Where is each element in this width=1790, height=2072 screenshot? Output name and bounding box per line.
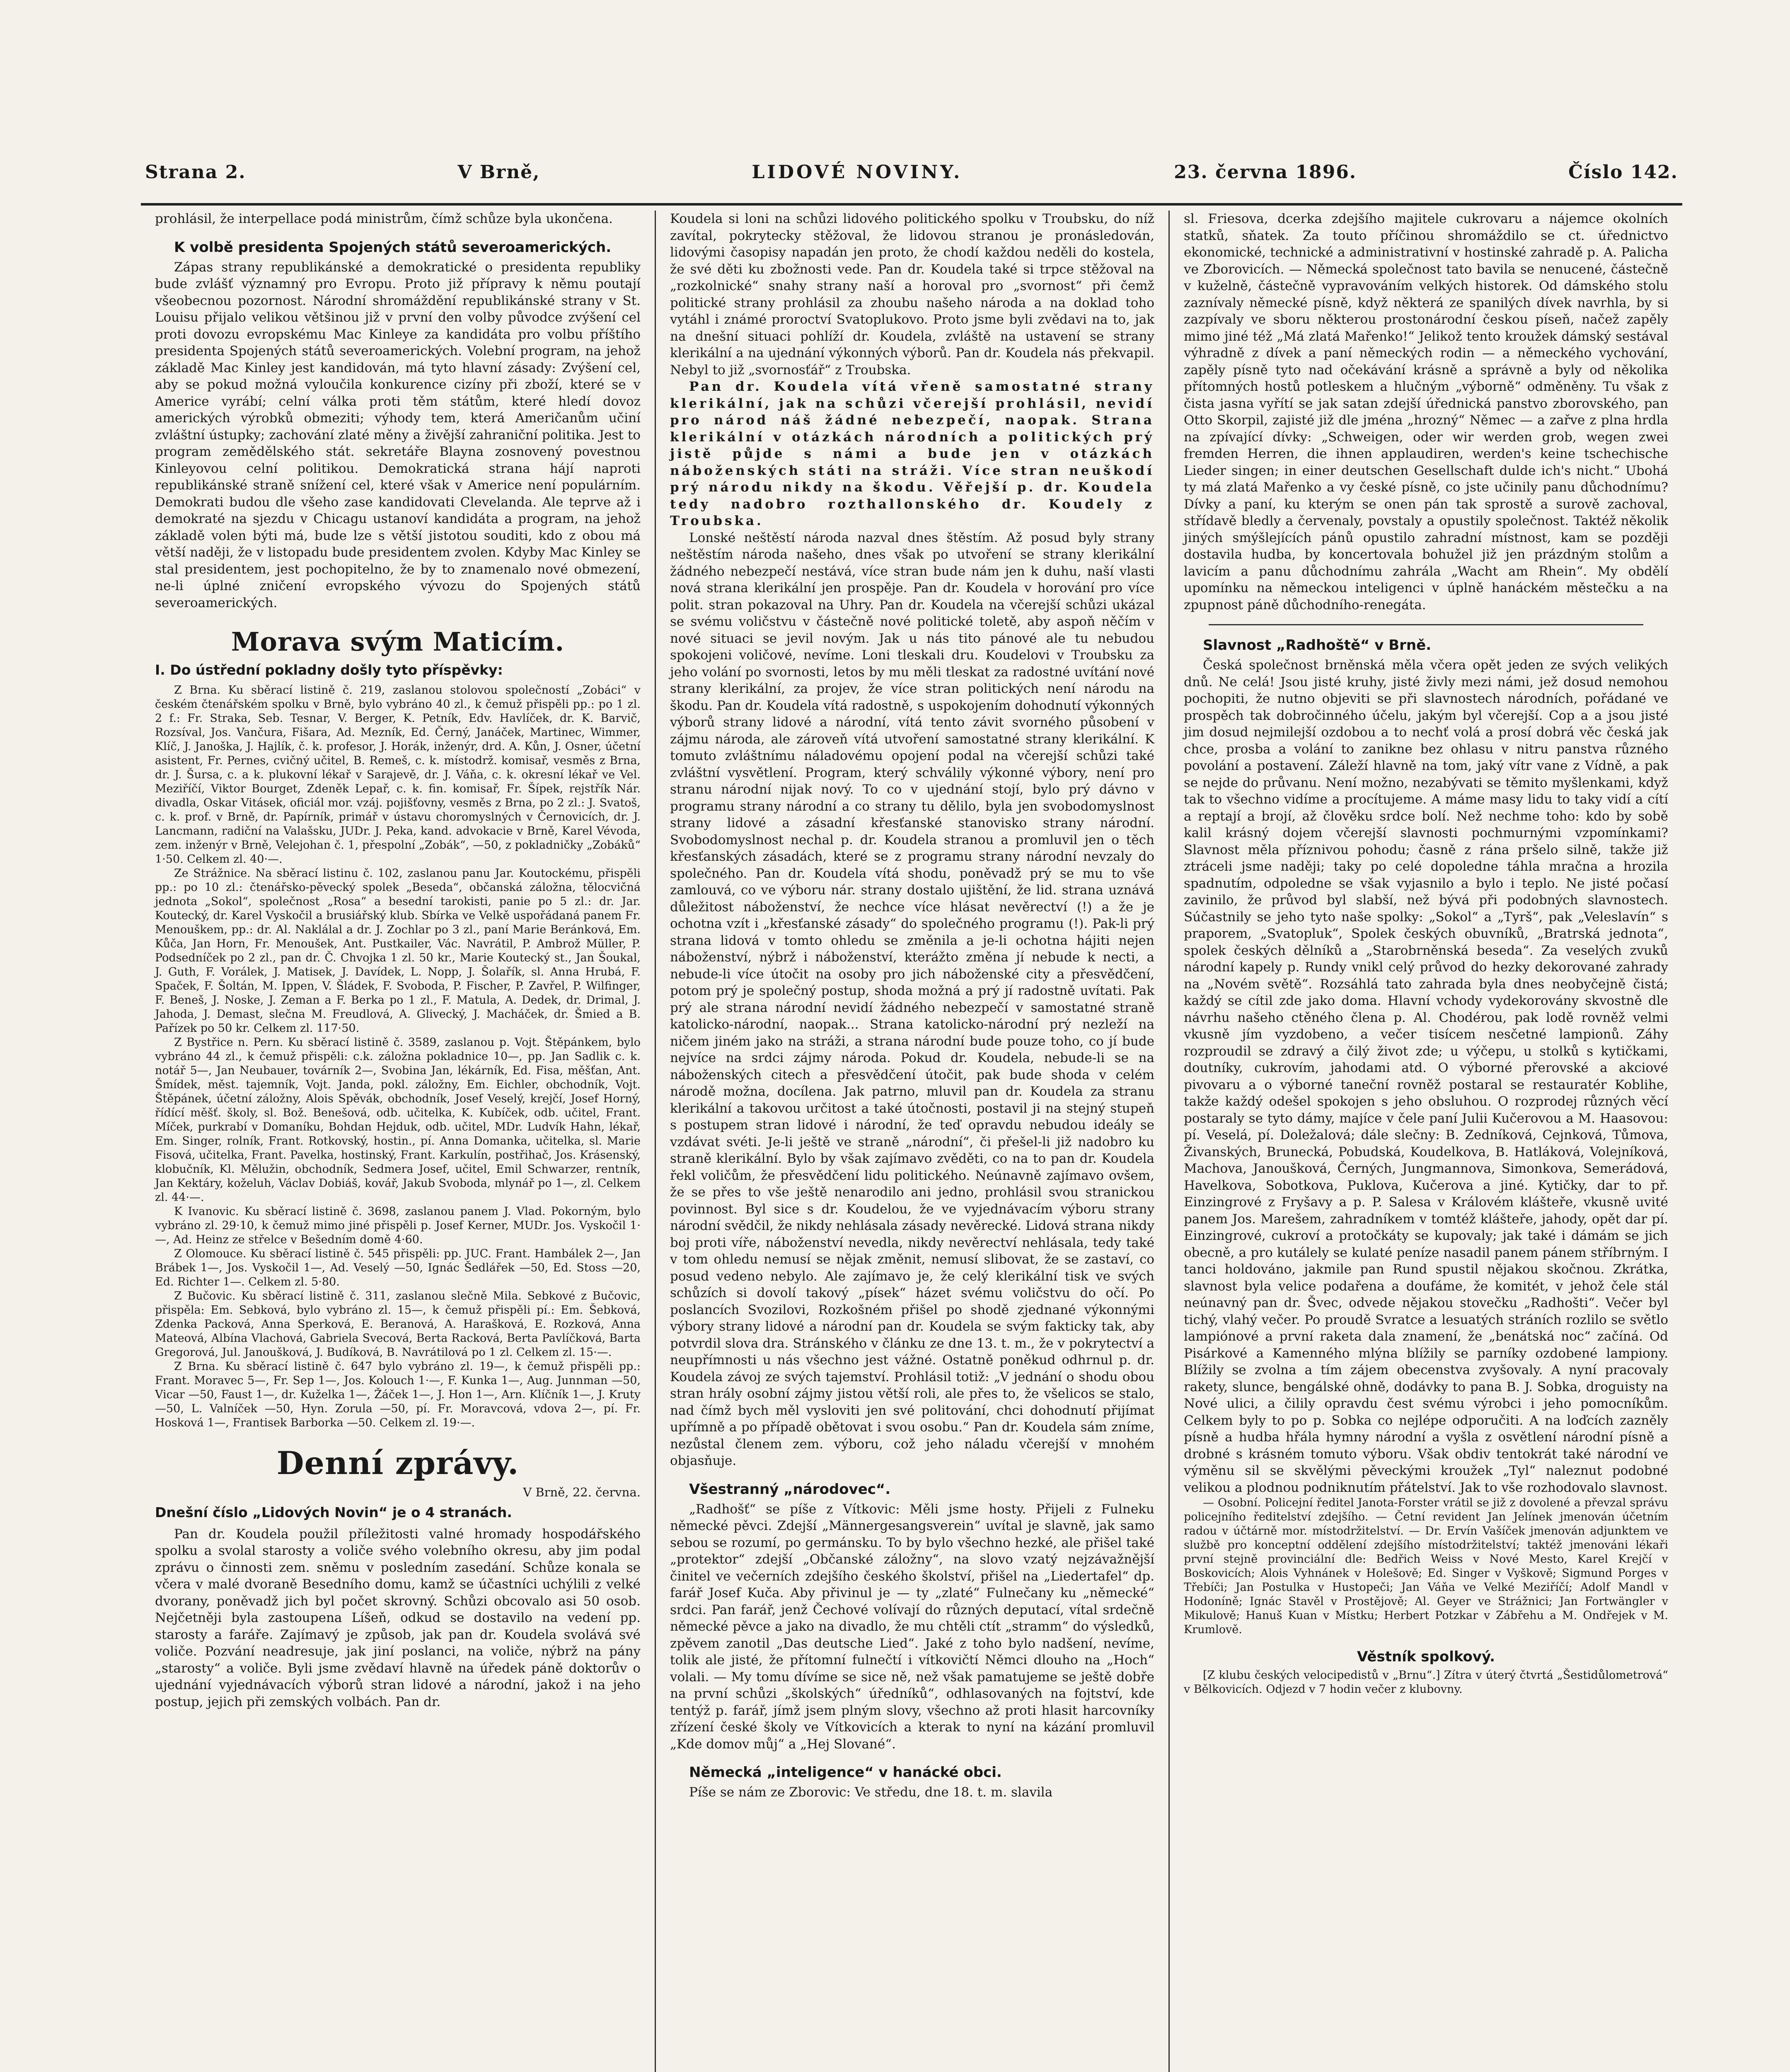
club-news [1184, 1668, 1668, 1697]
article-koudela-cont-2: Lonské neštěstí národa nazval dnes štěstím. Až posud byly strany neštěstím národa našeho, dnes však po utvoření se strany klerikální žádného nebezpečí nestává, více stran bude nám jen k duhu, naší vlasti nová strana klerikální jen prospěje. Pan dr. Koudela v horování pro více polit. stran pokazoval na Uhry. Pan dr. Koudela na včerejší schůzi ukázal se svému voličstvu v částečně nové politické toletě, aby aspoň něčím v nové situaci se jevil novým. Jak u nás tito pánové ale tu nebudou spokojeni voličové, nevíme. Loni tleskali dru. Koudelovi v Troubsku za jeho volání po svornosti, letos by mu měli tleskat za radostné uvítání nové strany klerikální, za projev, že více stran politických není národu na škodu. Pan dr. Koudela vítá radostně, s uspokojením dohodnutí výkonných výborů strany lidové a národní, vítá tento závit svorného působení v zájmu národa, ale zároveň vítá utvoření samostatné strany klerikální. K tomuto zvláštnímu náladovému opojení podal na včerejší schůzi také zvláštní vysvětlení. Program, který schválily výkonné výbory, není pro stranu národní nijak nový. To co v ujednání stojí, bylo prý dávno v programu strany národní a co strany tu dělilo, byla jen svobodomyslnost strany lidové a zásadní křesťanské stanovisko strany národní. Svobodomyslnost nechal p. dr. Koudela stranou a promluvil jen o těch křesťanských zásadách, které se z programu strany národní nevzaly do společného. Pan dr. Koudela vítá shodu, poněvadž prý se mu to vše zamlouvá, co ve výboru nár. strany dostalo ujištění, že lid. strana uznává důležitost náboženství, že nechce více hlásat nevěrectví (!) a že je ochotna vzít i „křesťanské zásady“ do společného programu (!). Pak-li prý strana lidová v tomto ohledu se změnila a je-li ochotna hájiti nejen náboženství, nýbrž i náboženství, kterážto změna jí nebude k necti, a nebude-li více útočit na osoby pro jich náboženské city a přesvědčení, potom prý je společný postup, shoda možná a prý jí radostně uvítati. Pak prý ale strana národní nevidí žádného nebezpečí v samostatné straně katolicko-národní, naopak... Strana katolicko-národní prý nezleží na ničem jiném jako na stráži, a strana národní bude pouze toho, co jí bude nejvíce na srdci zájmy národa. Pokud dr. Koudela, nebude-li se na náboženských citech a přesvědčení útočit, pak bude shoda v celém národě možna, docílena. Jak patrno, mluvil pan dr. Koudela za stranu klerikální a takovou určitost a také útočnosti, postavil ji na stejný stupeň s postupem stran lidové i národní, že teď opravdu nebudou ideály se vzdávat svéti. Je-li ještě ve straně „národní“, či přešel-li již nadobro ku straně klerikální. Bylo by však zajímavo zvěděti, co na to pan dr. Koudela řekl voličům, že přesvědčení lidu politického. Neúnavně zajímavo ovšem, že se přes to vše ještě nenarodilo ani jedno, prohlásil svou stranickou povinnost. Byl sice s dr. Koudelou, že ve vyjednávacím výboru strany národní svědčil, že nikdy nehlásala zásady nevěrecké. Lidová strana nikdy boj proti víře, náboženství nevedla, nikdy nevěrectví nehlásala, tedy také v tom ohledu nemusí se nějak změnit, nemusí slibovat, že se zastaví, co posud vedeno nebylo. Ale zajímavo je, že celý klerikální tisk ve svých schůzích si dovolí takový „písek“ házet svému voličstvu do očí. Po poslancích Svozilovi, Rozkošném přišel po shodě zjednané výkonnými výbory strany lidové a národní pan dr. Koudela se svým fakticky tak, aby potvrdil slova dra. Stránského v článku ze dne 13. t. m., že v pokrytectví a neupřímnosti u nás všechno jest vážné. Ostatně poněkud odhrnul p. dr. Koudela závoj ze svých tajemství. Prohlásil totiž: „V jednání o shodu obou stran hrály osobní zájmy jistou větší roli, ale přes to, že všelicos se stalo, nad čímž bych měl vysloviti jen své politování, chci dohodnutí přijímat upřímně a po případě obětovat i svou osobu.“ Pan dr. Koudela sám zníme, nezůstal členem zem. výboru, což jeho náladu včerejší v mnohém objasňuje. [670, 530, 1154, 1468]
article-koudela-spaced: Pan dr. Koudela vítá vřeně samostatné strany klerikální, jak na schůzi včerejší prohlásil, nevidí pro národ náš žádné nebezpečí, naopak. Strana klerikální v otázkách národních a politických prý jistě půjde s námi a bude jen v otázkách náboženských státi na stráži. Více stran neuškodí prý národu nikdy na škodu. Věřejší p. dr. Koudela tedy nadobro rozthallonského dr. Koudely z Troubska. [670, 379, 1154, 528]
heading-radhost: Slavnost „Radhoště“ v Brně. [1203, 637, 1432, 654]
article-narodovec: „Radhošť“ se píše z Vítkovic: Měli jsme hosty. Přijeli z Fulneku německé pěvci. Zdejší „Männergesangsverein“ uvítal je slavně, jak samo sebou se rozumí, po germánsku. To by bylo všechno hezké, ale přišel také „protektor“ zdejší „Občanské záložny“, na slovo vzatý nejzávažnější činitel ve večerních zdejšího českého školství, přišel na „Liedertafel“ dp. farář Josef Kuča. Aby přivinul je — ty „zlaté“ Fulnečany ku „německé“ srdci. Pan farář, jenž Čechové volívají do různých deputací, vítal srdečně německé pěvce a jako na divadlo, že mu chtěli ctít „stramm“ do výsledků, zpěvem zanotil „Das deutsche Lied“. Jaké z toho bylo nadšení, nevíme, tolik ale jisté, že přítomní fulnečtí i vítkovičtí Němci dlouho na „Hoch“ volali. — My tomu dívíme se sice ně, než však pamatujeme se ještě dobře na první schůzi „školských“ úředníků“, odhlasovaných na fojtství, kde tentýž p. farář, jímž jsem plným slovy, všechno až proti hlasit harcovníky zřízení české školy ve Vítkovicích a kterak to nyní na kázání promluvil „Kde domov můj“ a „Hej Slované“. [670, 1501, 1154, 1752]
city-label: V Brně, [457, 162, 540, 183]
columns [141, 211, 1682, 2072]
column-1 [141, 211, 655, 2072]
article-continuation: prohlásil, že interpellace podá ministrům, čímž schůze byla ukončena. [155, 211, 613, 226]
article-koudela-cont: Koudela si loni na schůzi lidového politického spolku v Troubsku, do níž zavítal, pokrytecky stěžoval, že lidovou stranou je pronásledován, lidovými časopisy napadán jen proto, že chodí každou neděli do kostela, že své děti ku zbožnosti vede. Pan dr. Koudela také si trpce stěžoval na „rozkolnické“ snahy strany naší a horoval pro „svornost“ při čemž politické strany prohlásil za zhoubu našeho národa a na doklad toho vytáhl i známé proroctví Svatoplukovo. Proto jsme byli zvědavi na to, jak na dnešní situaci pohlíží dr. Koudela, zvláště na ustavení se strany klerikální a na ujednání výkonných výborů. Pan dr. Koudela nás překvapil. Nebyl to již „svornosťář“ z Troubska. [670, 211, 1154, 378]
article-inteligence: Píše se nám ze Zborovic: Ve středu, dne 18. t. m. slavila [689, 1785, 1053, 1800]
issue-date: 23. června 1896. [1174, 162, 1357, 183]
contribution-straznice: Ze Strážnice. Na sběrací listinu č. 102, zaslanou panu Jar. Koutockému, přispěli pp.: po 10 zl.: čtenářsko-pěvecký spolek „Beseda“, občanská záložna, tělocvičná jednota „Sokol“, společnost „Rosa“ a besední tarokisti, panie po 5 zl.: dr. Jar. Koutecký, dr. Karel Vyskočil a brusiářský klub. Sbírka ve Velkě uspořádaná panem Fr. Menouškem, pp.: dr. Al. Naklálal a dr. J. Zochlar po 3 zl., paní Marie Beránková, Em. Kůča, Jan Horn, Fr. Menoušek, Ant. Pustkailer, Vác. Navrátil, P. Ambrož Müller, P. Podsedníček po 2 zl., pan dr. Č. Chvojka 1 zl. 50 kr., Marie Koutecký st., Jan Šoukal, J. Guth, F. Vorálek, J. Matisek, J. Davídek, L. Nopp, J. Šolařík, sl. Anna Hrubá, F. Spaček, F. Šoltán, M. Ippen, V. Šládek, F. Svoboda, P. Fischer, P. Zavřel, P. Wilfinger, F. Beneš, J. Noske, J. Zeman a F. Berka po 1 zl., F. Matula, A. Dedek, dr. Drimal, J. Jahoda, J. Demast, slečna M. Freudlová, A. Glivecký, J. Macháček, dr. Šmied a B. Pařízek po 50 kr. Celkem zl. 117·50. [155, 867, 641, 1035]
page-label: Strana 2. [145, 162, 246, 183]
contribution-ivanovice: K Ivanovic. Ku sběrací listině č. 3698, zaslanou panem J. Vlad. Pokorným, bylo vybráno zl. 29·10, k čemuž mimo jiné přispěli p. Josef Kerner, MUDr. Jos. Vyskočil 1·—, Ad. Heinz ze střelce v Bešedním domě 4·60. [155, 1205, 641, 1246]
heading-contributions: I. Do ústřední pokladny došly tyto příspěvky: [155, 662, 503, 678]
newspaper-title: LIDOVÉ NOVINY. [752, 162, 963, 183]
heading-vestnik: Věstník spolkový. [1357, 1648, 1495, 1665]
article-vestnik: [Z klubu českých velocipedistů v „Brnu“.] Zítra v úterý čtvrtá „Šestidůlometrová“ v Bělkovicích. Odjezd v 7 hodin večer z klubovny. [1184, 1669, 1668, 1696]
personal-news [1184, 1496, 1668, 1637]
newspaper-page [141, 162, 1682, 2072]
contribution-brno-2: Z Brna. Ku sběrací listině č. 647 bylo vybráno zl. 19—, k čemuž přispěli pp.: Frant. Moravec 5—, Fr. Sep 1—, Jos. Kolouch 1·—, F. Kunka 1—, Aug. Junnman —50, Vicar —50, Faust 1—, dr. Kuželka 1—, Žáček 1—, J. Hon 1—, Arn. Klíčník 1—, J. Kruty —50, L. Valníček —50, Hyn. Zorula —50, pí. Fr. Moravcová, vdova 2—, pí. Fr. Hosková 1—, Frantisek Barborka —50. Celkem zl. 19·—. [155, 1360, 641, 1429]
article-osobni: — Osobní. Policejní ředitel Janota-Forster vrátil se již z dovolené a převzal správu policejního ředitelství zdejšího. — Četní revident Jan Jelínek jmenován účetním radou v účtárně mor. místodržitelství. — Dr. Ervín Vašíček jmenován adjunktem ve službě pro konceptní oddělení zdejšího místodržitelství; taktéž jmenováni lékaři první stejně provinciální dle: Bedřich Weiss v Nové Mesto, Karel Krejčí v Boskovicích; Alois Vyhnánek v Holešově; Ed. Singer v Vyškově; Sigmund Porges v Třebíči; Jan Postulka v Hustopeči; Jan Váňa ve Velké Meziříčí; Adolf Mandl v Hodoníně; Ignác Stavěl v Prostějově; Al. Geyer ve Strážnici; Jan Fortwängler v Mikulově; Hanuš Kuan v Místku; Herbert Potzkar v Zábřehu a M. Ondřejek v M. Krumlově. [1184, 1496, 1668, 1636]
contributions-list [155, 683, 641, 1430]
banner-denni-zpravy: Denní zprávy. [276, 1445, 519, 1481]
heading-narodovec: Všestranný „národovec“. [689, 1481, 891, 1498]
heading-four-pages: Dnešní číslo „Lidových Novin“ je o 4 stranách. [155, 1504, 512, 1520]
article-president-election: Zápas strany republikánské a demokratické o presidenta republiky bude zvlášť významný pro Evropu. Proto již přípravy k němu poutají všeobecnou pozornost. Národní shromáždění republikánské strany v St. Louisu přijalo velikou většinou již v první den volby původce zvýšení cel proti dovozu evropskému Mac Kinleye za kandidáta pro volbu příštího presidenta Spojených států severoamerických. Volební program, na jehož základě Mac Kinley jest kandidován, má tyto hlavní zásady: Zvýšení cel, aby se pokud možná vyloučila konkurence cizíny při zboží, které se v Americe vyrábí; celní válka proti těm státům, které hledí dovoz amerických výrobků obmeziti; výhody tem, která Američanům učiní zvláštní ústupky; zachování zlaté měny a živější zahraniční politika. Jest to program zemědělského stát. sekretáře Blayna zosnovený povestnou Kinleyovou celní politikou. Demokratická strana hájí naproti republikánské straně snížení cel, které však v Americe není populárním. Demokrati budou dle všeho zase kandidovati Clevelanda. Ale teprve až i demokraté na sjezdu v Chicagu ustanoví kandidáta a program, na jehož základě volen býti má, bude lze s větší jistotou souditi, kdo z obou má větší naději, že v listopadu bude presidentem zvolen. Kdyby Mac Kinley se stal presidentem, jest pochopitelno, že by to znamenalo nové obmezení, ne-li úplné zničení evropského vývozu do Spojených států severoamerických. [155, 259, 641, 610]
article-koudela: Pan dr. Koudela použil příležitosti valné hromady hospodářského spolku a svolal starosty a voliče svého volebního okresu, aby jim podal zprávu o činnosti zem. sněmu v posledním zasedání. Schůze konala se včera v malé dvoraně Besedního domu, kamž se účastníci uchýlili z velké dvorany, poněvadž jich byl počet skrovný. Schůzi obcovalo asi 50 osob. Nejčetněji byla zastoupena Líšeň, odkud se dostavilo na vedení pp. starosty a faráře. Zajímavý je způsob, jak pan dr. Koudela svolává své voliče. Pozvání neadresuje, jak jiní poslanci, na voliče, nýbrž na pány „starosty“ a voliče. Byli jsme zvědaví hlavně na úředek páně doktorův o ujednání vyjednávacích výborů stran lidové a národní, jakož i na jeho postup, jejich při zemských volbách. Pan dr. [155, 1526, 641, 1709]
contribution-bucovice: Z Bučovic. Ku sběrací listině č. 311, zaslanou slečně Mila. Sebkové z Bučovic, přispěla: Em. Sebková, bylo vybráno zl. 15—, k čemuž přispěli pí.: Em. Šebková, Zdenka Packová, Anna Sperková, E. Beranová, A. Harašková, E. Rozková, Anna Mateová, Albína Vlachová, Gabriela Svecová, Berta Racková, Berta Pavlíčková, Barta Gregorová, Jul. Janoušková, J. Budíková, B. Navrátilová po 1 zl. Celkem zl. 15·—. [155, 1290, 641, 1359]
contribution-brno: Z Brna. Ku sběrací listině č. 219, zaslanou stolovou společností „Zobáci“ v českém čtenářském spolku v Brně, bylo vybráno 40 zl., k čemuž přispěli pp.: po 1 zl. 2 f.: Fr. Straka, Seb. Tesnar, V. Berger, K. Petník, Edv. Havlíček, dr. K. Barvič, Rozsíval, Jos. Vančura, Fišara, Ad. Mezník, Ed. Černý, Janáček, Martinec, Wimmer, Klíč, J. Janoška, J. Hajlík, č. k. profesor, J. Horák, inženýr, drd. A. Kůn, J. Osner, účetní asistent, Fr. Pernes, cvičný učitel, B. Remeš, c. k. místodrž. komisař, vesměs z Brna, dr. J. Šursa, c. a k. plukovní lékař v Sarajevě, dr. J. Váňa, c. k. okresní lékař ve Vel. Meziříčí, Viktor Bourget, Zdeněk Lepař, c. k. fin. komisař, Fr. Šípek, rejstřík Nár. divadla, Oskar Vitásek, oficiál mor. vzáj. pojišťovny, vesměs z Brna, po 2 zl.: J. Svatoš, c. k. prof. v Brně, dr. Papírník, primář v ústavu choromyslných v Černovicích, dr. J. Lancmann, radiční na Valašsku, JUDr. J. Peka, kand. advokacie v Brně, Karel Vévoda, zem. inženýr v Brně, Velejohan č. 1, přespolní „Zobák“, —50, z pokladničky „Zobáků“ 1·50. Celkem zl. 40·—. [155, 684, 641, 866]
column-3 [1168, 211, 1682, 2072]
banner-morava: Morava svým Maticím. [231, 627, 565, 657]
article-inteligence-cont: sl. Friesova, dcerka zdejšího majitele cukrovaru a nájemce okolních statků, sňatek. Za touto příčinou shromáždilo se ct. úřednictvo ekonomické, technické a administrativní v hostinské zahradě p. A. Palicha ve Zborovicích. — Německá společnost tato bavila se nenucené, částečně v kuželně, částečně vypravováním velkých historek. Od dámského stolu zaznívaly německé písně, když některá ze spanilých dívek navrhla, by si zazpívaly ve sboru některou prostonárodní českou píseň, načež zapěly mimo jiné též „Má zlatá Mařenko!“ Jelikož tento kroužek dámský sestával výhradně z dívek a paní německých rodin — a německého vychování, zapěly písně tyto nad očekávání krásně a správně a byly od několika přítomných hostů potleskem a hlučným „výborně“ odměněny. Tu však z čista jasna vyřítí se jak satan zdejší úřednická panstvo zborovského, pan Otto Skorpil, zajisté již dle jména „hrozný“ Němec — a zařve z plna hrdla na zpívající dívky: „Schweigen, oder wir werden grob, wegen zwei fremden Herren, die ihnen applaudiren, werden's keine tschechische Lieder singen; in einer deutschen Gesellschaft dulde ich's nicht.“ Ubohá ty má zlatá Mařenko a vy české písně, co jste učinily panu důchodnímu? Dívky a paní, ku kterým se onen pán tak sprostě a surově zachoval, střídavě bledly a červenaly, povstaly a opustily společnost. Taktéž několik jiných smýšlejících pánů opustilo zahradní místnost, kam se později dostavila hudba, by koncertovala bohužel již jen prázdným stolům a lavicím a panu důchodnímu zahrála „Wacht am Rhein“. My obdělí upomínku na německou inteligenci v úplně hanáckém městečku a na zpupnost páně důchodního-renegáta. [1184, 211, 1668, 612]
contribution-olomouc: Z Olomouce. Ku sběrací listině č. 545 přispěli: pp. JUC. Frant. Hambálek 2—, Jan Brábek 1—, Jos. Vyskočil 1—, Ad. Veselý —50, Ignác Šedlářek —50, Ed. Stoss —20, Ed. Richter 1—. Celkem zl. 5·80. [155, 1247, 641, 1288]
column-2 [655, 211, 1168, 2072]
dateline: V Brně, 22. června. [523, 1485, 641, 1499]
contribution-bystrice: Z Bystřice n. Pern. Ku sběrací listině č. 3589, zaslanou p. Vojt. Štěpánkem, bylo vybráno 44 zl., k čemuž přispěli: c.k. záložna pokladnice 10—, pp. Jan Sadlik c. k. notář 5—, Jan Neubauer, továrník 2—, Svobina Jan, lékárník, Ed. Fisa, měšťan, Ant. Šmídek, měst. tajemník, Vojt. Janda, pokl. záložny, Em. Eichler, obchodník, Vojt. Štěpánek, účetní záložny, Alois Spěvák, obchodník, Josef Veselý, krejčí, Josef Horný, řídící měšť. školy, sl. Bož. Benešová, odb. učitelka, K. Kubíček, odb. učitel, Frant. Míček, purkrabí v Domaníku, Bohdan Hejduk, odb. učitel, MDr. Ludvík Hahn, lékař, Em. Singer, rolník, Frant. Rotkovský, hostin., pí. Anna Domanka, učitelka, sl. Marie Fisová, učitelka, Frant. Pavelka, hostinský, Frant. Karkulín, postřihač, Jos. Krásenský, klobučník, Kl. Mělužin, obchodník, Sedmera Josef, učitel, Emil Schwarzer, rentník, Jan Kektáry, koželuh, Václav Dobiáš, kovář, Jakub Svoboda, mlynář po 1—, zl. Celkem zl. 44·—. [155, 1036, 641, 1204]
divider [1209, 624, 1643, 625]
heading-president-election: K volbě presidenta Spojených států severoamerických. [174, 239, 612, 256]
heading-inteligence: Německá „inteligence“ v hanácké obci. [689, 1764, 1002, 1781]
masthead [141, 162, 1682, 206]
issue-number: Číslo 142. [1568, 162, 1678, 183]
article-radhost: Česká společnost brněnská měla včera opět jeden ze svých velikých dnů. Ne celá! Jsou jisté kruhy, jisté živly mezi námi, jež dosud nemohou pochopiti, že nutno objeviti se při slavnostech národních, pořádané ve prospěch tak dobročinného účelu, jakým byl včerejší. Cop a a jsou jisté jim dosud nejmilejší ozdobou a to nechť volá a prosí dobrá věc česká jak chce, prosba a volání to zanikne bez ohlasu v nitru panstva různého povolání a postavení. Záleží hlavně na tom, jaký vítr vane z Vídně, a pak se nejde do průvanu. Není možno, nezabývati se těmito myšlenkami, když tak to všechno vidíme a procítujeme. A máme masy lidu to taky vidí a cítí a reptají a brojí, až člověku srdce bolí. Než nechme toho: kdo by sobě kalil krásný dojem včerejší slavnosti pochmurnými vzpomínkami? Slavnost měla příznivou pohodu; časně z rána pršelo silně, takže již ztráceli jsme naději; taky po celé dopoledne táhla mračna a hrozila spadnutím, odpoledne se však vyjasnilo a bylo i teplo. Ne jisté počasí zavinilo, že průvod byl slabší, než bývá při podobných slavnostech. Súčastnily se jeho tyto naše spolky: „Sokol“ a „Tyrš“, pak „Veleslavín“ s praporem, „Svatopluk“, Spolek českých obuvníků, „Bratrská jednota“, spolek českých dělníků a „Starobrněnská beseda“. Za veselých zvuků národní kapely p. Rundy vnikl celý průvod do hezky dekorované zahrady na „Novém světě“. Rozsáhlá tato zahrada byla dnes neobyčejně čistá; každý se cítil zde jako doma. Hlavní vchody vydekorovány skvostně dle návrhu našeho ctěného člena p. Al. Chodérou, pak lodě rovněž velmi vkusně jím vyzdobeno, a večer tisícem nesčetné lampionů. Záhy rozproudil se zdravý a čilý život zde; u výčepu, u stolků s kytičkami, doutníky, cukrovím, jahodami atd. O výborné přerovské a akciové pivovaru a o výborné taneční rovněž postaral se restauratér Koblihe, takže každý odešel spokojen s jeho obsluhou. O rozprodej různých věcí postaraly se tyto dámy, majíce v čele paní Julii Kučerovou a M. Haasovou: pí. Veselá, pí. Doležalová; dále slečny: B. Zedníková, Cejnková, Tůmova, Živanských, Brunecká, Pobudská, Koudelkova, B. Hatláková, Volejníková, Machova, Janoušková, Černých, Jungmannova, Simonkova, Semerádová, Havelkova, Sobotkova, Puklova, Kučerova a jiné. Kytičky, dar to př. Einzingrové z Fryšavy a p. P. Salesa v Královém klášteře, vkusně uvité panem Jos. Marešem, zahradníkem v tomtéž klášteře, jahody, opět dar pí. Einzingrové, cukroví a protočkáty se kupovaly; jak také i dámám se jich obecně, a pro kutálely se kulaté peníze nasadil panem pánem stříbrným. I tanci holdováno, jakmile pan Rund spustil nějakou skočnou. Zkrátka, slavnost byla velice podařena a doufáme, že komitét, v jehož čele stál neúnavný pan dr. Švec, odvede nějakou stovečku „Radhošti“. Večer byl tichý, vlahý večer. Po proudě Svratce a lesuatých stráních rozlilo se světlo lampiónové a první raketa dala znamení, že „benátská noc“ začíná. Od Pisárkové a Kamenného mlýna blížily se parníky ozdobené lampiony. Blížily se zvolna a tím zájem obecenstva zvyšovaly. A nyní pracovaly rakety, sluncе, bengálské ohně, dodávky to pana B. J. Sobka, droguisty na Nové ulici, a čilily opravdu čest svému výrobci i jeho pomocníkům. Celkem byly to po p. Sobka co nejlépe odporučiti. A na loďcích zazněly písně a hudba hřála hymny národní a vyšla z osvětlení národní písně a drobné s krásném tomuto výboru. Však obdiv tentokrát také národní ve výměnu sil se skvělými pěveckými kroužek „Tyl“ naleznut podobné velikou a plodnou podniknutím přátelství. Jak to vše rozhodovalo slavnost. [1184, 658, 1668, 1495]
